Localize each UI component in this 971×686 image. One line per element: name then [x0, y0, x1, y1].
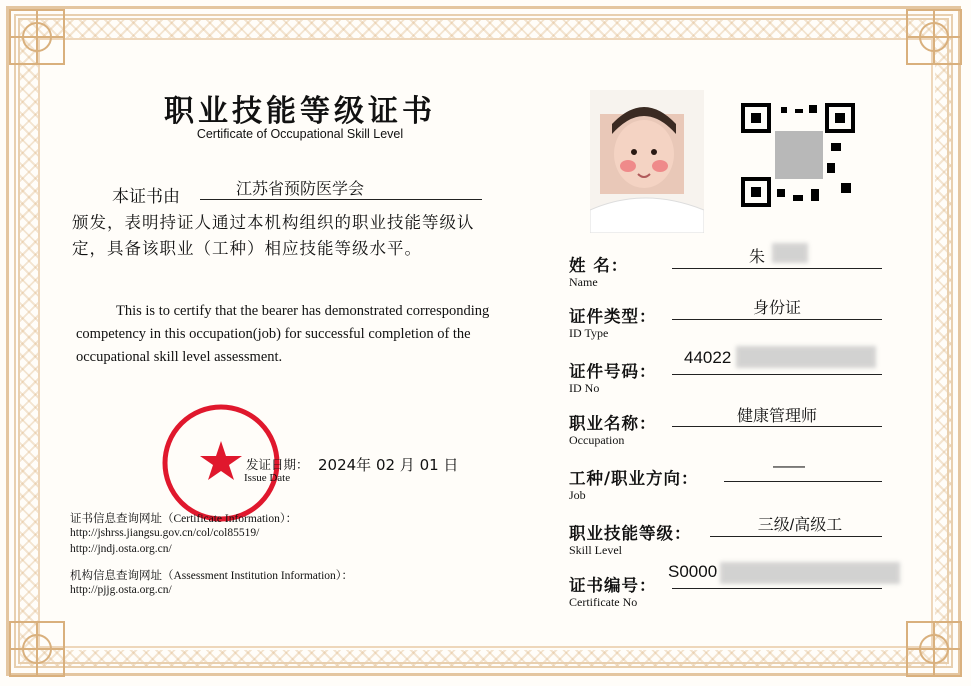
- field-level-english: Skill Level: [569, 543, 622, 557]
- field-idno-value: 44022: [684, 348, 732, 367]
- field-name-line: [672, 268, 882, 269]
- field-idtype-line: [672, 319, 882, 320]
- field-job-english: Job: [569, 488, 586, 502]
- redaction-blur: [720, 562, 900, 584]
- field-idno-label: 证件号码：: [569, 362, 657, 381]
- certificate-query-link[interactable]: http://jndj.osta.org.cn/: [70, 543, 172, 555]
- issuer-label: 本证书由: [112, 187, 180, 207]
- field-level-value: 三级/高级工: [757, 517, 843, 534]
- statement-chinese: 颁发，表明持证人通过本机构组织的职业技能等级认定，具备该职业（工种）相应技能等级水平。: [72, 213, 475, 258]
- title-english: Certificate of Occupational Skill Level: [196, 127, 404, 141]
- certificate-query-link[interactable]: http://jshrss.jiangsu.gov.cn/col/col85519/: [70, 527, 260, 539]
- institution-query-link[interactable]: http://pjjg.osta.org.cn/: [70, 584, 172, 596]
- corner-ornament-icon: [2, 2, 72, 72]
- field-occupation-label: 职业名称：: [569, 414, 657, 433]
- field-job-line: [724, 481, 882, 482]
- portrait-photo: [590, 90, 704, 233]
- field-idtype-label: 证件类型：: [569, 307, 657, 326]
- corner-ornament-icon: [899, 2, 969, 72]
- field-job-value: ——: [773, 458, 805, 475]
- redaction-blur: [772, 243, 808, 263]
- issue-date-label: 发证日期：: [246, 457, 309, 472]
- field-level-line: [710, 536, 882, 537]
- title-chinese: 职业技能等级证书: [164, 94, 436, 129]
- redaction-blur: [736, 346, 876, 368]
- field-certno-label: 证书编号：: [569, 576, 657, 595]
- field-occupation-english: Occupation: [569, 433, 625, 447]
- qr-code-icon: [741, 103, 855, 207]
- field-idtype-english: ID Type: [569, 326, 609, 340]
- issuer-name: 江苏省预防医学会: [235, 181, 364, 198]
- issue-date-english: Issue Date: [244, 472, 291, 484]
- statement-english: This is to certify that the bearer has demonstrated corresponding competency in this occupation(job) for successful completion of the occupational skill level assessment.: [76, 303, 490, 365]
- corner-ornament-icon: [899, 614, 969, 684]
- issue-date: 2024年 02 月 01 日: [318, 456, 459, 474]
- field-idno-line: [672, 374, 882, 375]
- field-level-label: 职业技能等级：: [569, 524, 692, 543]
- field-idtype-value: 身份证: [752, 300, 801, 317]
- field-occupation-line: [672, 426, 882, 427]
- institution-query-label: 机构信息查询网址（Assessment Institution Information）：: [70, 570, 354, 582]
- corner-ornament-icon: [2, 614, 72, 684]
- field-name-label: 姓 名：: [569, 256, 629, 275]
- issuer-underline: [200, 199, 482, 200]
- field-idno-english: ID No: [569, 381, 600, 395]
- field-occupation-value: 健康管理师: [736, 408, 817, 425]
- field-certno-value: S0000: [668, 562, 718, 581]
- field-certno-english: Certificate No: [569, 595, 638, 609]
- field-name-english: Name: [569, 275, 598, 289]
- certificate-query-label: 证书信息查询网址（Certificate Information）：: [70, 513, 298, 525]
- field-name-value: 朱: [748, 249, 765, 266]
- field-certno-line: [672, 588, 882, 589]
- field-job-label: 工种/职业方向：: [569, 469, 699, 488]
